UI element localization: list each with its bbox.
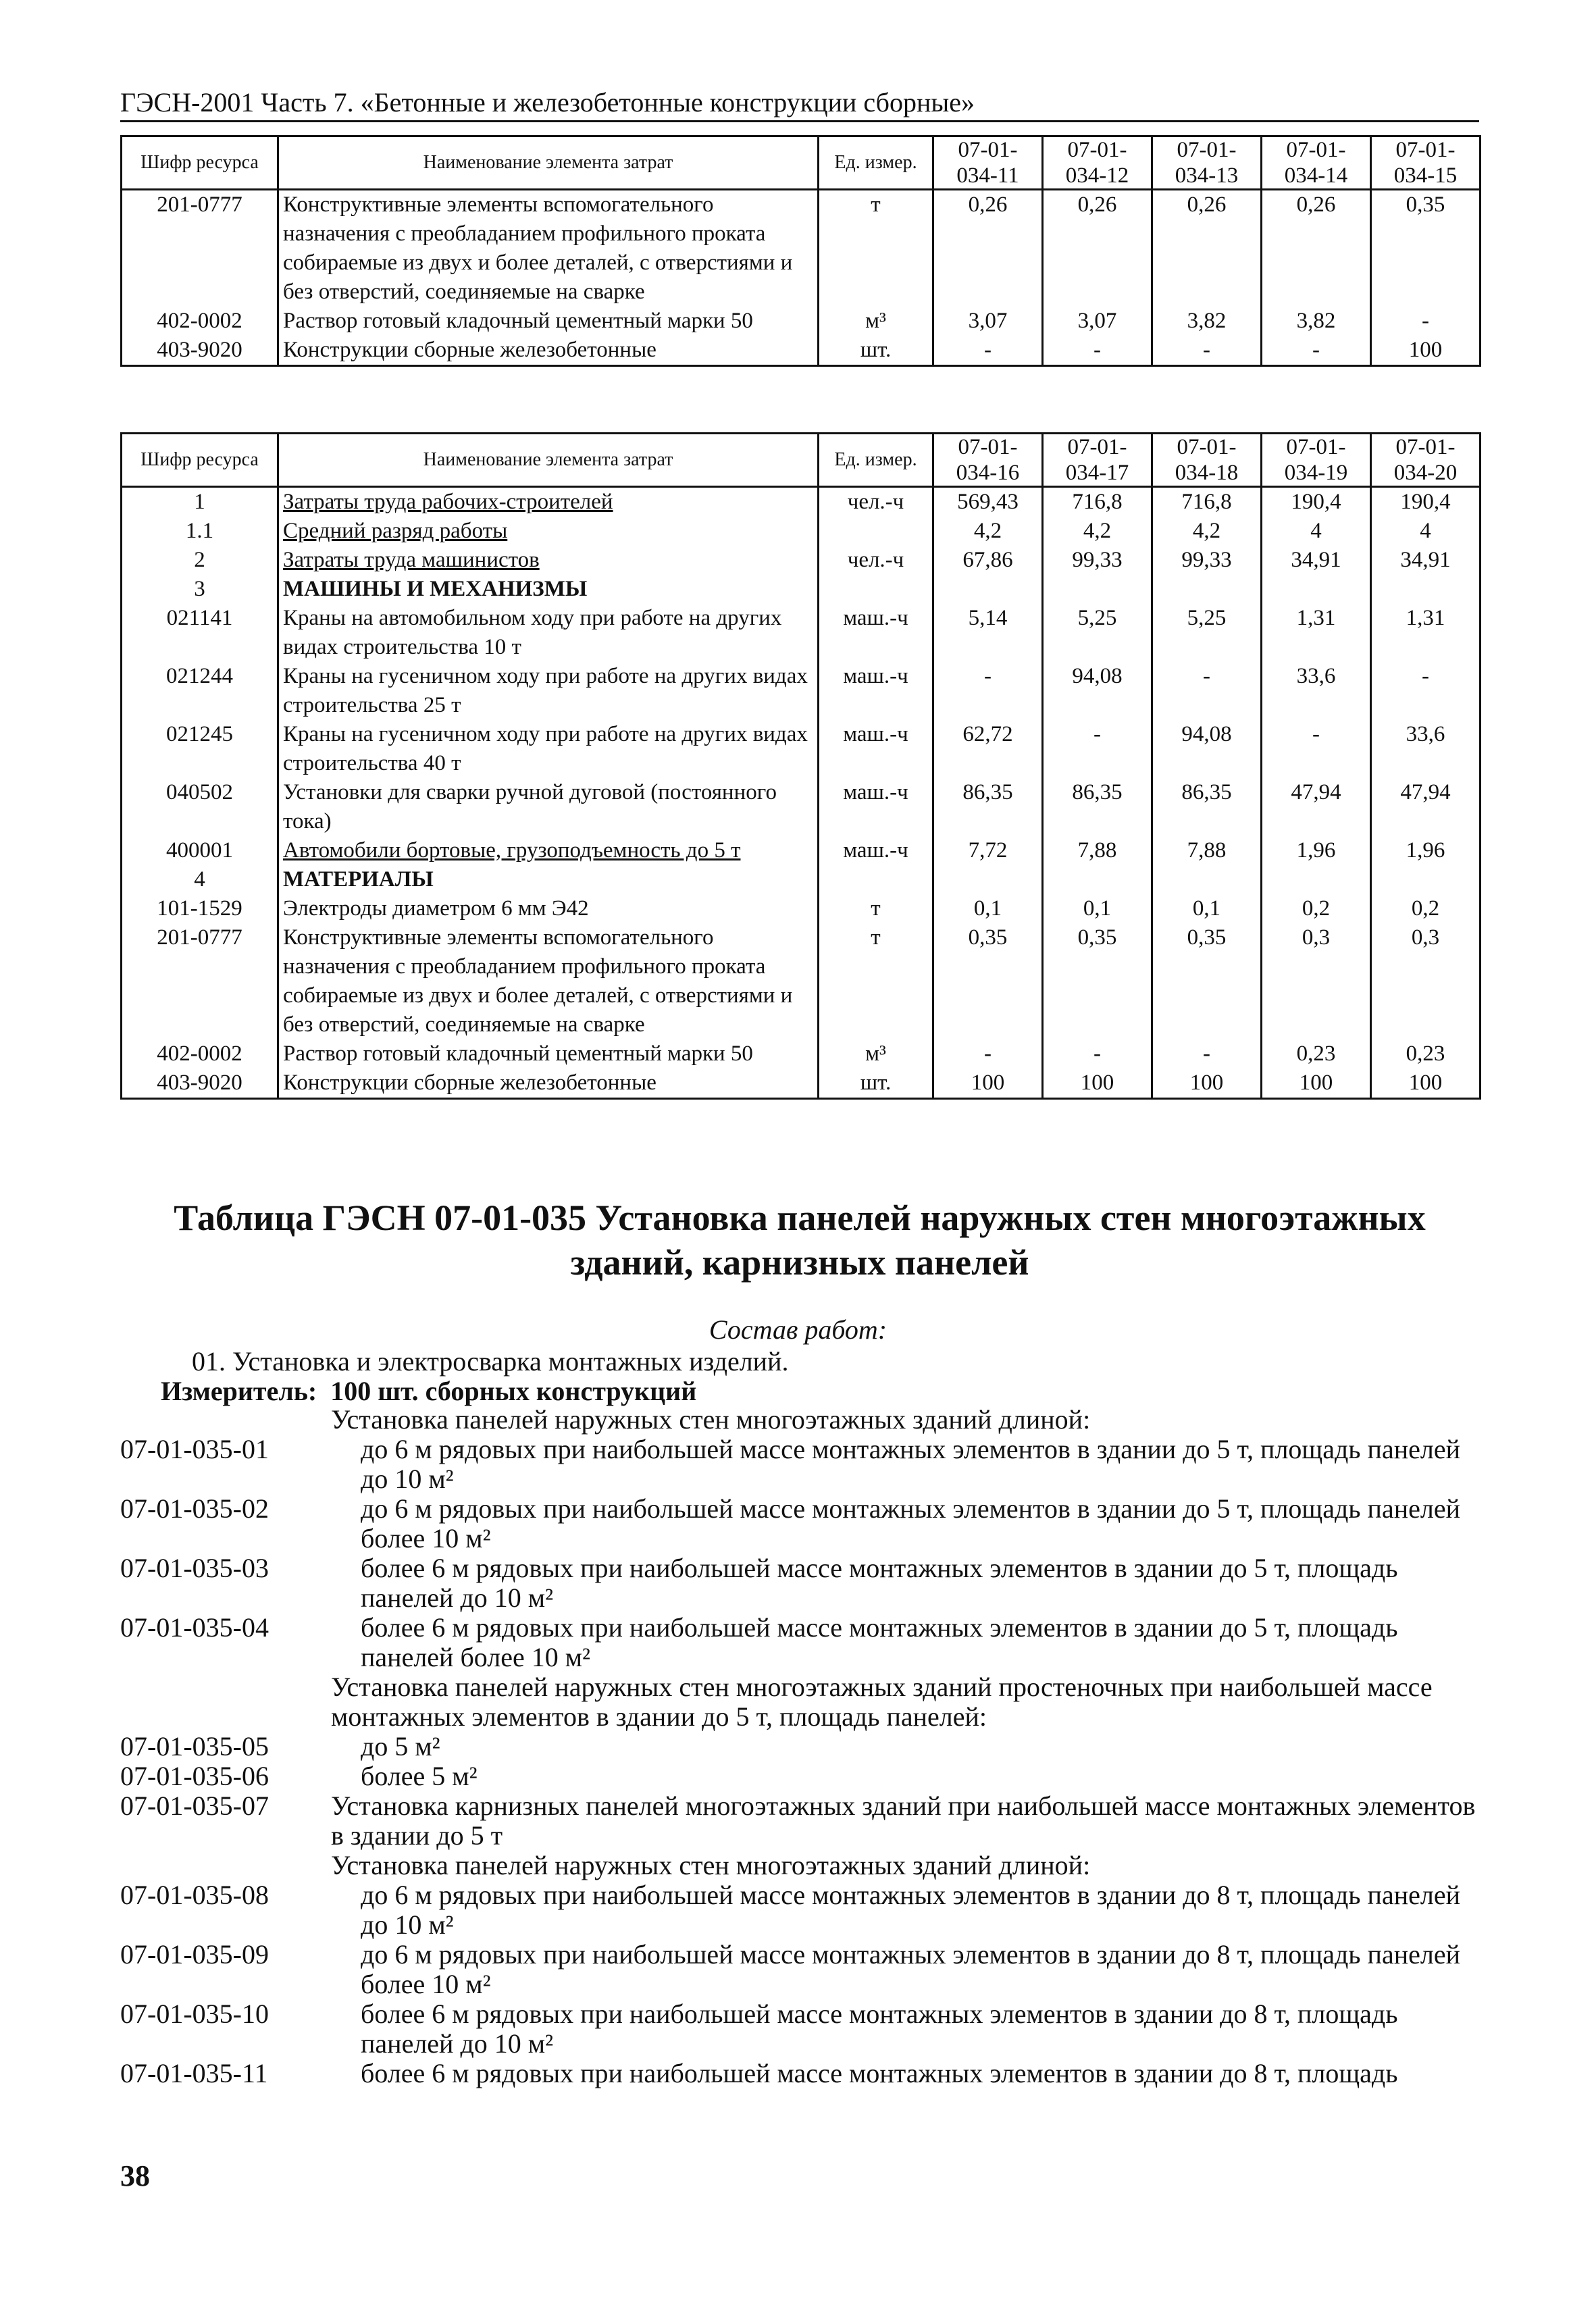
norm-text: Установка панелей наружных стен многоэтажных зданий длиной: xyxy=(331,1404,1091,1435)
table-row xyxy=(122,517,1481,546)
table-row xyxy=(122,1069,1481,1099)
resource-name: Краны на гусеничном ходу при работе на других видах строительства 25 т xyxy=(278,662,819,720)
resource-value: 100 xyxy=(1371,336,1481,366)
resource-value: 190,4 xyxy=(1262,487,1371,517)
norm-text: до 6 м рядовых при наибольшей массе монтажных элементов в здании до 5 т, площадь панелей до 10 м² xyxy=(361,1434,1460,1494)
resource-value: 100 xyxy=(1152,1069,1262,1099)
table-row xyxy=(122,865,1481,894)
resource-value: - xyxy=(1152,662,1262,720)
resource-code: 1 xyxy=(122,487,278,517)
table-row xyxy=(122,836,1481,865)
resource-value: - xyxy=(1043,336,1152,366)
col-header-unit: Ед. измер. xyxy=(819,136,933,190)
resource-name: Автомобили бортовые, грузоподъемность до 5 т xyxy=(278,836,819,865)
resource-value: 0,35 xyxy=(1152,923,1262,1039)
resource-value: - xyxy=(1371,662,1481,720)
norm-entry xyxy=(120,1672,1479,1732)
resource-unit xyxy=(819,517,933,546)
norm-code: 07-01-035-11 xyxy=(120,2058,268,2088)
resource-value: 5,14 xyxy=(933,604,1043,662)
resource-code: 101-1529 xyxy=(122,894,278,923)
resource-value: 0,3 xyxy=(1262,923,1371,1039)
work-composition-label: Состав работ: xyxy=(709,1314,887,1345)
norm-entry xyxy=(120,1762,1479,1791)
resource-unit: маш.-ч xyxy=(819,778,933,836)
norm-entry xyxy=(120,1880,1479,1940)
norm-entry xyxy=(120,1613,1479,1672)
resource-value: 99,33 xyxy=(1152,546,1262,575)
table-row xyxy=(122,1039,1481,1069)
resource-value: 716,8 xyxy=(1152,487,1262,517)
resource-value: 7,72 xyxy=(933,836,1043,865)
norm-entry xyxy=(120,1494,1479,1553)
norm-text: более 6 м рядовых при наибольшей массе монтажных элементов в здании до 5 т, площадь панелей более 10 м² xyxy=(361,1612,1398,1672)
norm-code: 07-01-035-05 xyxy=(120,1731,269,1762)
col-header-value: 07-01-034-16 xyxy=(933,434,1043,487)
resource-value: 99,33 xyxy=(1043,546,1152,575)
resource-code: 201-0777 xyxy=(122,923,278,1039)
norm-code: 07-01-035-10 xyxy=(120,1999,269,2029)
col-header-code: Шифр ресурса xyxy=(122,434,278,487)
resource-name: Конструкции сборные железобетонные xyxy=(278,336,819,366)
resource-value: 4 xyxy=(1262,517,1371,546)
measure-label: Измеритель: xyxy=(161,1376,317,1406)
col-header-value: 07-01-034-14 xyxy=(1262,136,1371,190)
resource-name: Конструктивные элементы вспомогательного назначения с преобладанием профильного проката собираемые из двух и более деталей, с отверстиями и без отверстий, соединяемые на сварке xyxy=(278,190,819,307)
resource-name: МАШИНЫ И МЕХАНИЗМЫ xyxy=(278,575,819,604)
resource-value: - xyxy=(933,336,1043,366)
resource-value: 47,94 xyxy=(1262,778,1371,836)
resource-value: - xyxy=(1371,307,1481,336)
resource-value: 94,08 xyxy=(1043,662,1152,720)
norm-text: Установка панелей наружных стен многоэтажных зданий длиной: xyxy=(331,1850,1091,1880)
table-row xyxy=(122,190,1481,307)
resource-value: 100 xyxy=(1371,1069,1481,1099)
norm-entry xyxy=(120,1405,1479,1435)
resource-value: 4 xyxy=(1371,517,1481,546)
resource-value: 0,35 xyxy=(933,923,1043,1039)
resource-value: 100 xyxy=(1262,1069,1371,1099)
page-header: ГЭСН-2001 Часть 7. «Бетонные и железобетонные конструкции сборные» xyxy=(120,87,975,118)
norm-code: 07-01-035-07 xyxy=(120,1791,269,1821)
resource-unit: маш.-ч xyxy=(819,836,933,865)
resource-value: - xyxy=(1043,1039,1152,1069)
resource-value: 100 xyxy=(1043,1069,1152,1099)
resource-value xyxy=(1043,865,1152,894)
norm-entry xyxy=(120,1940,1479,1999)
resource-value: 4,2 xyxy=(933,517,1043,546)
table-row xyxy=(122,546,1481,575)
resource-value: 0,26 xyxy=(1152,190,1262,307)
resource-value: 0,1 xyxy=(1043,894,1152,923)
table-header-row xyxy=(122,136,1481,190)
resource-value xyxy=(1262,575,1371,604)
resource-code: 402-0002 xyxy=(122,307,278,336)
table-row xyxy=(122,307,1481,336)
resource-value: - xyxy=(1262,720,1371,778)
norm-code: 07-01-035-03 xyxy=(120,1553,269,1583)
resource-value: - xyxy=(1262,336,1371,366)
resource-value: 0,26 xyxy=(1262,190,1371,307)
norm-text: более 6 м рядовых при наибольшей массе монтажных элементов в здании до 5 т, площадь панелей до 10 м² xyxy=(361,1553,1398,1613)
resource-unit: т xyxy=(819,190,933,307)
col-header-value: 07-01-034-15 xyxy=(1371,136,1481,190)
resource-value xyxy=(1371,575,1481,604)
resource-value: 0,35 xyxy=(1043,923,1152,1039)
resource-value: 100 xyxy=(933,1069,1043,1099)
norm-text: Установка панелей наружных стен многоэтажных зданий простеночных при наибольшей массе монтажных элементов в здании до 5 т, площадь панелей: xyxy=(331,1672,1433,1732)
norm-text: до 5 м² xyxy=(361,1731,440,1762)
norm-entry xyxy=(120,1851,1479,1880)
operation-item: 01. Установка и электросварка монтажных изделий. xyxy=(192,1346,789,1377)
resource-value xyxy=(933,575,1043,604)
table-row xyxy=(122,923,1481,1039)
resource-name: Конструкции сборные железобетонные xyxy=(278,1069,819,1099)
resource-value: - xyxy=(1152,1039,1262,1069)
resource-name: Краны на автомобильном ходу при работе на других видах строительства 10 т xyxy=(278,604,819,662)
resource-value: 7,88 xyxy=(1043,836,1152,865)
resource-value: 34,91 xyxy=(1262,546,1371,575)
resource-code: 021141 xyxy=(122,604,278,662)
col-header-name: Наименование элемента затрат xyxy=(278,136,819,190)
norm-text: Установка карнизных панелей многоэтажных зданий при наибольшей массе монтажных элементов в здании до 5 т xyxy=(331,1791,1476,1851)
resource-value xyxy=(1043,575,1152,604)
resource-table-2 xyxy=(120,432,1481,1100)
resource-value: 3,07 xyxy=(933,307,1043,336)
col-header-value: 07-01-034-19 xyxy=(1262,434,1371,487)
resource-value: - xyxy=(1043,720,1152,778)
resource-unit xyxy=(819,575,933,604)
resource-code: 1.1 xyxy=(122,517,278,546)
norm-code: 07-01-035-02 xyxy=(120,1493,269,1524)
col-header-value: 07-01-034-13 xyxy=(1152,136,1262,190)
resource-unit: м³ xyxy=(819,1039,933,1069)
resource-value: 3,82 xyxy=(1262,307,1371,336)
resource-value xyxy=(933,865,1043,894)
resource-value: 3,07 xyxy=(1043,307,1152,336)
resource-unit: т xyxy=(819,894,933,923)
resource-name: Установки для сварки ручной дуговой (постоянного тока) xyxy=(278,778,819,836)
resource-value: 1,31 xyxy=(1371,604,1481,662)
resource-value: 33,6 xyxy=(1371,720,1481,778)
resource-code: 402-0002 xyxy=(122,1039,278,1069)
resource-value: 0,23 xyxy=(1371,1039,1481,1069)
resource-unit: чел.-ч xyxy=(819,546,933,575)
table-row xyxy=(122,575,1481,604)
col-header-value: 07-01-034-11 xyxy=(933,136,1043,190)
norm-text: до 6 м рядовых при наибольшей массе монтажных элементов в здании до 8 т, площадь панелей до 10 м² xyxy=(361,1880,1460,1940)
table-row xyxy=(122,662,1481,720)
measure-line xyxy=(161,1375,696,1407)
col-header-value: 07-01-034-17 xyxy=(1043,434,1152,487)
resource-value: 34,91 xyxy=(1371,546,1481,575)
resource-name: МАТЕРИАЛЫ xyxy=(278,865,819,894)
resource-value: - xyxy=(933,1039,1043,1069)
resource-value: 33,6 xyxy=(1262,662,1371,720)
table-row xyxy=(122,604,1481,662)
resource-value: 0,26 xyxy=(1043,190,1152,307)
resource-value xyxy=(1152,575,1262,604)
resource-value: 0,23 xyxy=(1262,1039,1371,1069)
resource-unit: маш.-ч xyxy=(819,604,933,662)
resource-value: 62,72 xyxy=(933,720,1043,778)
resource-value xyxy=(1152,865,1262,894)
norm-code: 07-01-035-04 xyxy=(120,1612,269,1643)
table-row xyxy=(122,778,1481,836)
col-header-value: 07-01-034-18 xyxy=(1152,434,1262,487)
resource-value: 47,94 xyxy=(1371,778,1481,836)
norm-text: до 6 м рядовых при наибольшей массе монтажных элементов в здании до 5 т, площадь панелей более 10 м² xyxy=(361,1493,1460,1553)
resource-value: 0,2 xyxy=(1371,894,1481,923)
resource-code: 403-9020 xyxy=(122,1069,278,1099)
norm-code: 07-01-035-08 xyxy=(120,1880,269,1910)
resource-value xyxy=(1262,865,1371,894)
resource-value: 0,1 xyxy=(933,894,1043,923)
col-header-name: Наименование элемента затрат xyxy=(278,434,819,487)
resource-name: Затраты труда машинистов xyxy=(278,546,819,575)
resource-name: Краны на гусеничном ходу при работе на других видах строительства 40 т xyxy=(278,720,819,778)
resource-value: 1,31 xyxy=(1262,604,1371,662)
resource-value: 94,08 xyxy=(1152,720,1262,778)
resource-value: 4,2 xyxy=(1043,517,1152,546)
col-header-value: 07-01-034-12 xyxy=(1043,136,1152,190)
norm-entry xyxy=(120,1732,1479,1762)
norm-code: 07-01-035-01 xyxy=(120,1434,269,1464)
table-body xyxy=(122,487,1481,1099)
resource-code: 400001 xyxy=(122,836,278,865)
resource-value: 190,4 xyxy=(1371,487,1481,517)
resource-unit: шт. xyxy=(819,336,933,366)
table-row xyxy=(122,720,1481,778)
resource-value: 0,26 xyxy=(933,190,1043,307)
resource-value: 0,1 xyxy=(1152,894,1262,923)
resource-name: Электроды диаметром 6 мм Э42 xyxy=(278,894,819,923)
resource-name: Раствор готовый кладочный цементный марки 50 xyxy=(278,1039,819,1069)
resource-code: 3 xyxy=(122,575,278,604)
resource-value: 716,8 xyxy=(1043,487,1152,517)
table-row xyxy=(122,336,1481,366)
resource-unit: шт. xyxy=(819,1069,933,1099)
col-header-value: 07-01-034-20 xyxy=(1371,434,1481,487)
resource-unit: маш.-ч xyxy=(819,720,933,778)
resource-value: 86,35 xyxy=(1152,778,1262,836)
resource-value: 4,2 xyxy=(1152,517,1262,546)
norm-text: более 6 м рядовых при наибольшей массе монтажных элементов в здании до 8 т, площадь xyxy=(361,2058,1398,2088)
norm-entry xyxy=(120,1553,1479,1613)
norm-entry xyxy=(120,2059,1479,2088)
resource-value: 86,35 xyxy=(933,778,1043,836)
resource-unit xyxy=(819,865,933,894)
norm-text: более 5 м² xyxy=(361,1761,478,1791)
resource-code: 201-0777 xyxy=(122,190,278,307)
col-header-unit: Ед. измер. xyxy=(819,434,933,487)
resource-code: 040502 xyxy=(122,778,278,836)
resource-value: 1,96 xyxy=(1371,836,1481,865)
header-rule xyxy=(120,120,1479,122)
table-header-row xyxy=(122,434,1481,487)
table-body xyxy=(122,190,1481,366)
norm-entry xyxy=(120,1435,1479,1494)
resource-value: 86,35 xyxy=(1043,778,1152,836)
page-number: 38 xyxy=(120,2159,150,2192)
resource-value: 1,96 xyxy=(1262,836,1371,865)
resource-value: 569,43 xyxy=(933,487,1043,517)
norm-entry xyxy=(120,1791,1479,1851)
measure-value: 100 шт. сборных конструкций xyxy=(330,1376,697,1406)
resource-code: 4 xyxy=(122,865,278,894)
resource-unit: м³ xyxy=(819,307,933,336)
resource-value: 7,88 xyxy=(1152,836,1262,865)
resource-value: 5,25 xyxy=(1152,604,1262,662)
norm-entry xyxy=(120,1999,1479,2059)
norm-text: более 6 м рядовых при наибольшей массе монтажных элементов в здании до 8 т, площадь панелей до 10 м² xyxy=(361,1999,1398,2059)
table-row xyxy=(122,894,1481,923)
resource-value: 0,2 xyxy=(1262,894,1371,923)
col-header-code: Шифр ресурса xyxy=(122,136,278,190)
resource-name: Затраты труда рабочих-строителей xyxy=(278,487,819,517)
section-title: Таблица ГЭСН 07-01-035 Установка панелей наружных стен многоэтажных зданий, карнизных панелей xyxy=(174,1198,1426,1283)
resource-table-1 xyxy=(120,135,1481,367)
norm-code: 07-01-035-06 xyxy=(120,1761,269,1791)
resource-name: Конструктивные элементы вспомогательного назначения с преобладанием профильного проката собираемые из двух и более деталей, с отверстиями и без отверстий, соединяемые на сварке xyxy=(278,923,819,1039)
resource-value: 3,82 xyxy=(1152,307,1262,336)
resource-unit: т xyxy=(819,923,933,1039)
resource-code: 021244 xyxy=(122,662,278,720)
resource-code: 403-9020 xyxy=(122,336,278,366)
resource-code: 021245 xyxy=(122,720,278,778)
resource-value: 67,86 xyxy=(933,546,1043,575)
resource-value: - xyxy=(933,662,1043,720)
resource-unit: чел.-ч xyxy=(819,487,933,517)
resource-value xyxy=(1371,865,1481,894)
resource-value: - xyxy=(1152,336,1262,366)
resource-name: Раствор готовый кладочный цементный марки 50 xyxy=(278,307,819,336)
norm-entries xyxy=(120,1405,1479,2088)
table-row xyxy=(122,487,1481,517)
resource-value: 5,25 xyxy=(1043,604,1152,662)
resource-value: 0,35 xyxy=(1371,190,1481,307)
resource-name: Средний разряд работы xyxy=(278,517,819,546)
resource-value: 0,3 xyxy=(1371,923,1481,1039)
resource-unit: маш.-ч xyxy=(819,662,933,720)
norm-text: до 6 м рядовых при наибольшей массе монтажных элементов в здании до 8 т, площадь панелей более 10 м² xyxy=(361,1939,1460,1999)
resource-code: 2 xyxy=(122,546,278,575)
norm-code: 07-01-035-09 xyxy=(120,1939,269,1970)
